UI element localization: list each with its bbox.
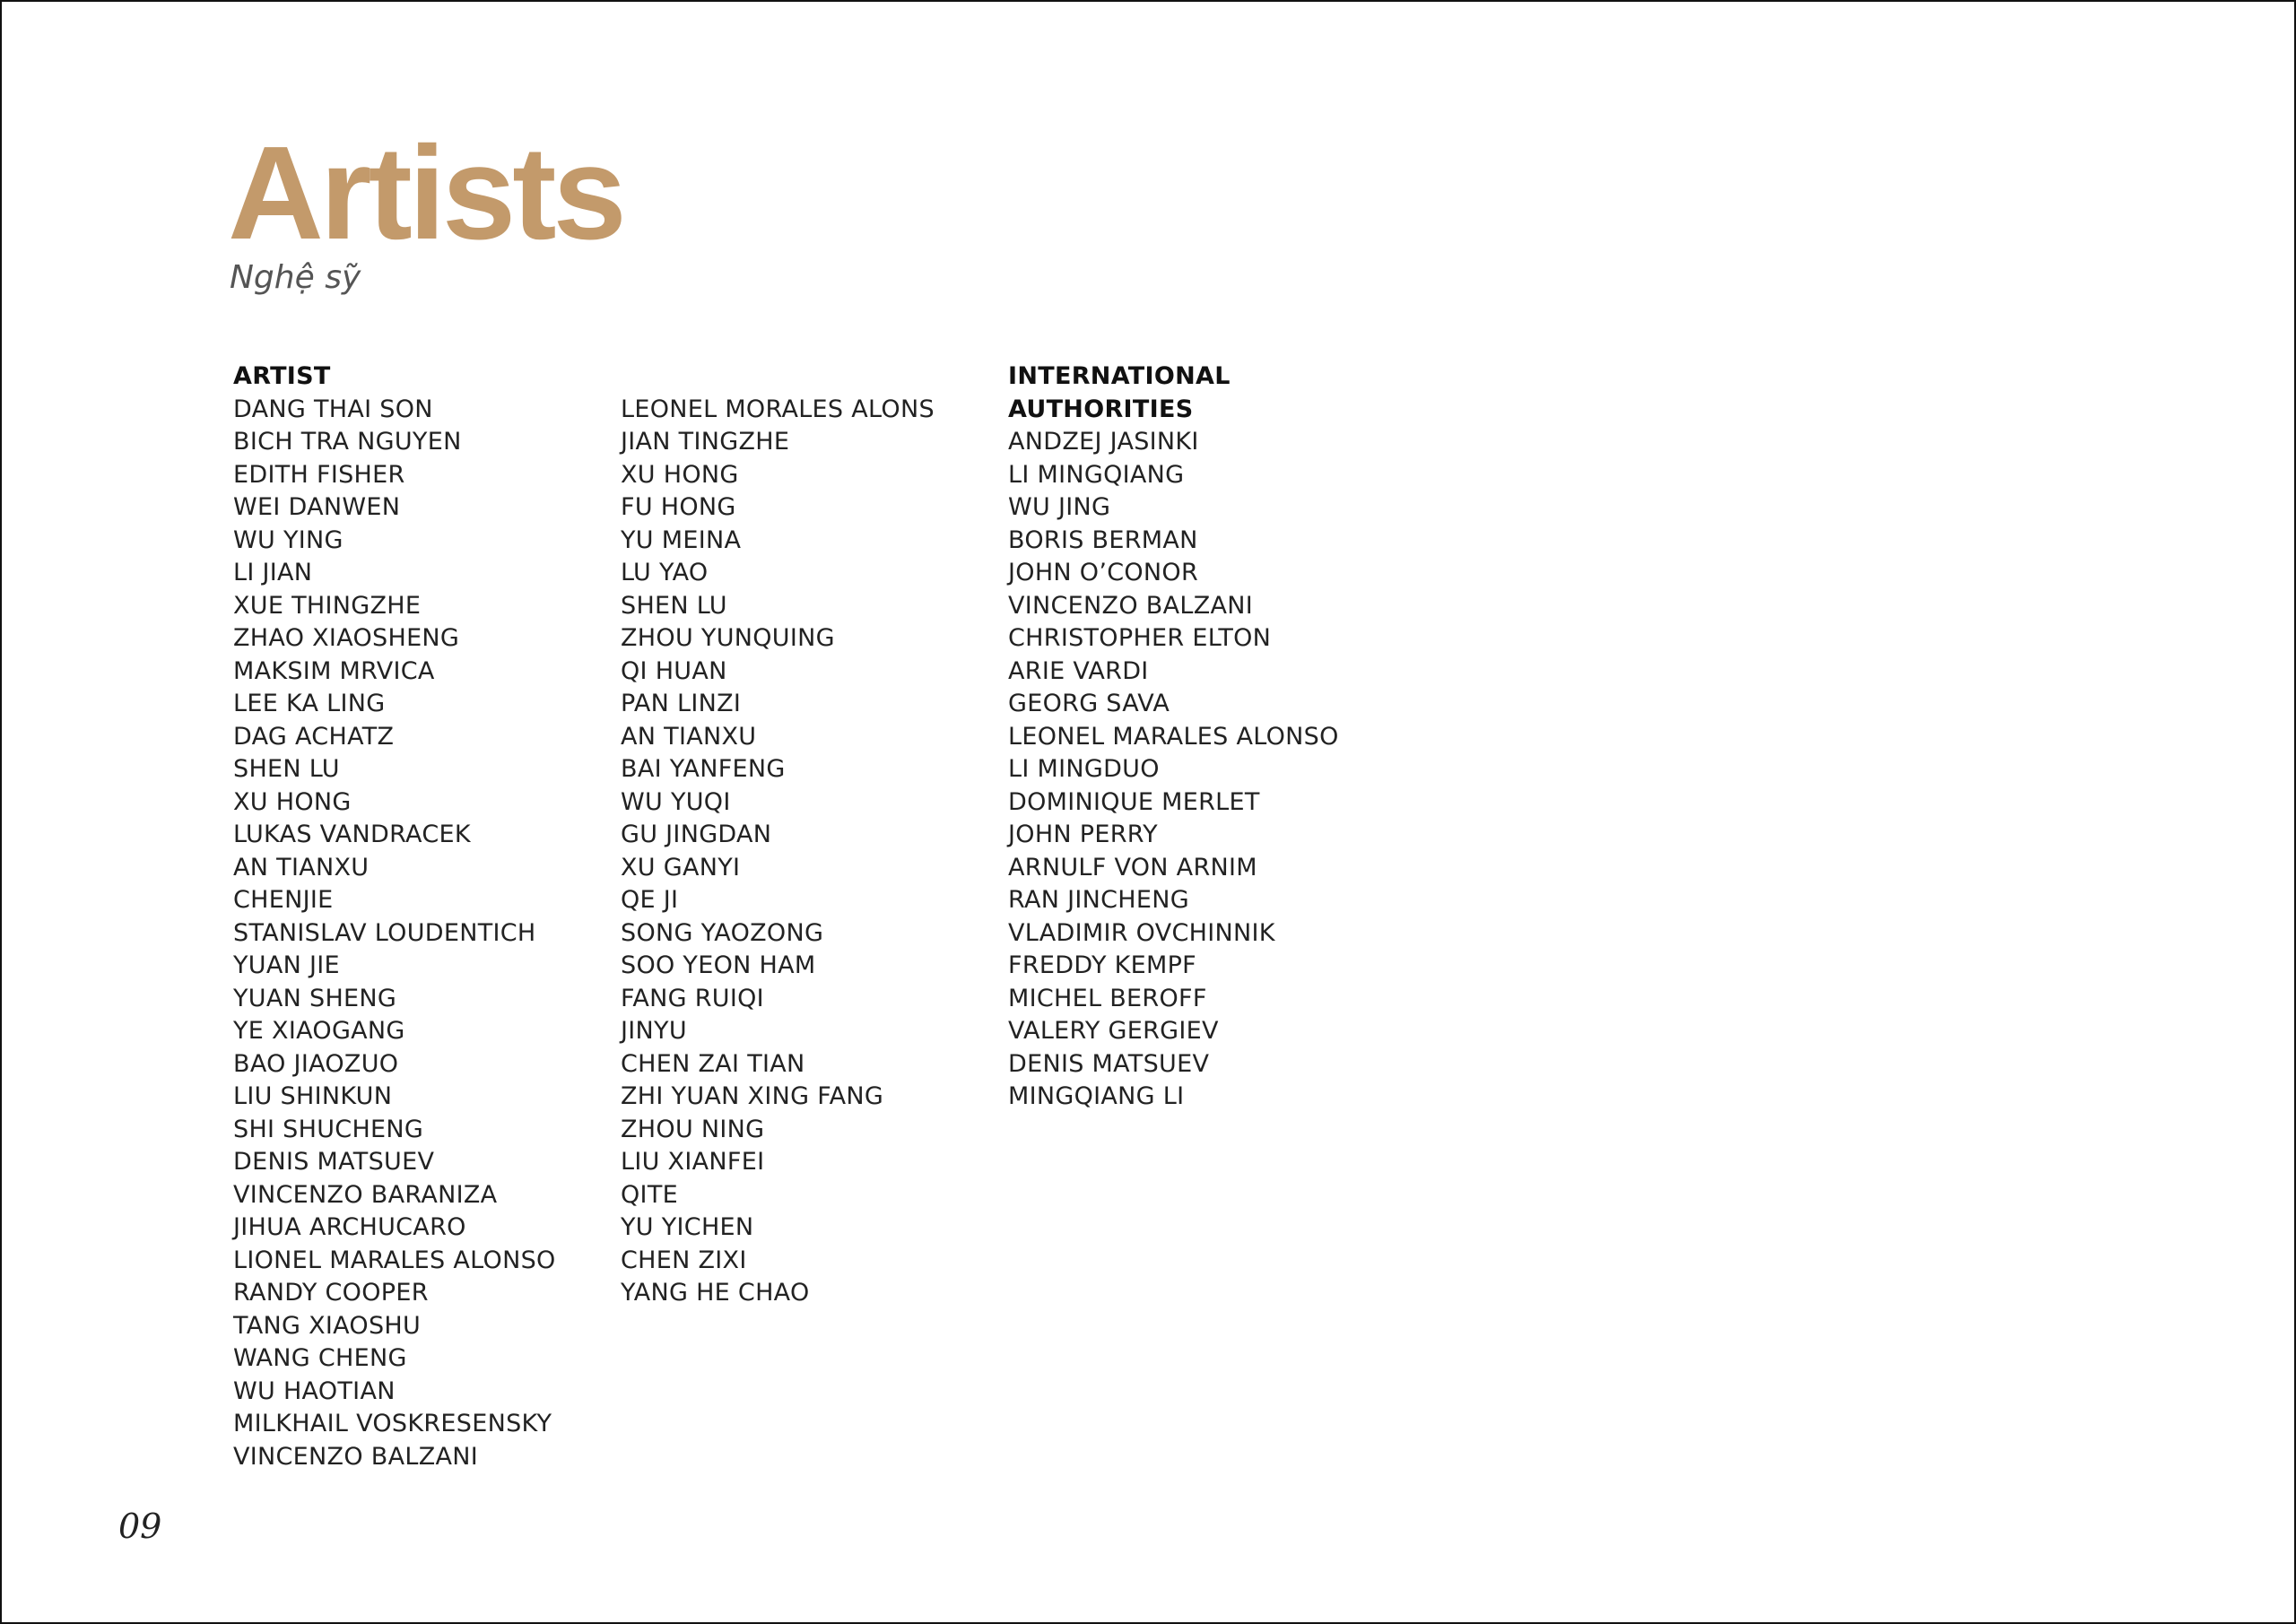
list-item: WU YING xyxy=(233,525,344,554)
international-authorities-column xyxy=(1008,360,1403,1114)
column-heading-international: INTERNATIONAL xyxy=(1008,362,1231,390)
list-item: LIU SHINKUN xyxy=(233,1082,393,1110)
list-item: MAKSIM MRVICA xyxy=(233,656,435,685)
list-item: QITE xyxy=(621,1180,678,1209)
list-item: DAG ACHATZ xyxy=(233,722,395,751)
list-item: LIU XIANFEI xyxy=(621,1148,765,1176)
list-item: FU HONG xyxy=(621,493,736,521)
artist-column xyxy=(233,360,610,1473)
list-item: AN TIANXU xyxy=(233,853,370,881)
list-item: VINCENZO BALZANI xyxy=(1008,591,1254,620)
list-item: JOHN O’CONOR xyxy=(1008,559,1199,586)
list-item: CHENJIE xyxy=(233,886,334,914)
list-item: CHRISTOPHER ELTON xyxy=(1008,624,1272,652)
list-item: CHEN ZAI TIAN xyxy=(621,1049,805,1078)
list-item: WU JING xyxy=(1008,493,1111,521)
list-item: ARIE VARDI xyxy=(1008,656,1149,685)
column-spacer xyxy=(621,360,997,394)
list-item: RAN JINCHENG xyxy=(1008,886,1189,914)
list-item: YANG HE CHAO xyxy=(621,1279,810,1307)
column-heading-authorities: AUTHORITIES xyxy=(1008,395,1194,423)
list-item: TANG XIAOSHU xyxy=(233,1311,422,1340)
list-item: SHI SHUCHENG xyxy=(233,1115,424,1143)
list-item: WANG CHENG xyxy=(233,1344,407,1372)
list-item: QE JI xyxy=(621,886,679,914)
list-item: WEI DANWEN xyxy=(233,493,401,521)
list-item: RANDY COOPER xyxy=(233,1279,429,1307)
list-item: PAN LINZI xyxy=(621,690,742,717)
list-item: MINGQIANG LI xyxy=(1008,1082,1185,1110)
list-item: WU YUQI xyxy=(621,787,731,816)
list-item: LI MINGDUO xyxy=(1008,755,1160,783)
list-item: FANG RUIQI xyxy=(621,984,764,1012)
list-item: SOO YEON HAM xyxy=(621,951,816,979)
list-item: VALERY GERGIEV xyxy=(1008,1017,1219,1045)
list-item: XU HONG xyxy=(621,460,739,489)
list-item: MICHEL BEROFF xyxy=(1008,984,1207,1012)
list-item: XU GANYI xyxy=(621,853,741,881)
list-item: ANDZEJ JASINKI xyxy=(1008,428,1199,456)
list-item: JIHUA ARCHUCARO xyxy=(233,1213,466,1241)
list-item: LEE KA LING xyxy=(233,690,386,717)
list-item: JINYU xyxy=(621,1017,687,1045)
list-item: YUAN SHENG xyxy=(233,984,397,1012)
column-heading-artist: ARTIST xyxy=(233,362,331,390)
list-item: LU YAO xyxy=(621,559,709,586)
list-item: YUAN JIE xyxy=(233,951,340,979)
list-item: YE XIAOGANG xyxy=(233,1017,405,1045)
list-item: YU MEINA xyxy=(621,525,742,554)
list-item: XUE THINGZHE xyxy=(233,591,422,620)
list-item: AN TIANXU xyxy=(621,722,757,751)
list-item: VLADIMIR OVCHINNIK xyxy=(1008,918,1275,947)
list-item: CHEN ZIXI xyxy=(621,1246,747,1274)
list-item: ZHOU NING xyxy=(621,1115,765,1143)
list-item: DANG THAI SON xyxy=(233,395,433,423)
list-item: QI HUAN xyxy=(621,656,727,685)
list-item: FREDDY KEMPF xyxy=(1008,951,1197,979)
list-item: GEORG SAVA xyxy=(1008,690,1170,717)
list-item: LI JIAN xyxy=(233,559,313,586)
list-item: JIAN TINGZHE xyxy=(621,428,790,456)
page-title: Artists xyxy=(228,119,623,267)
list-item: BAO JIAOZUO xyxy=(233,1049,399,1078)
list-item: LI MINGQIANG xyxy=(1008,460,1185,489)
page-subtitle: Nghệ sỹ xyxy=(230,259,361,296)
list-item: LEONEL MORALES ALONS xyxy=(621,395,935,423)
list-item: WU HAOTIAN xyxy=(233,1376,396,1405)
artist-continued-column xyxy=(621,360,997,1310)
list-item: LIONEL MARALES ALONSO xyxy=(233,1246,556,1274)
list-item: VINCENZO BARANIZA xyxy=(233,1180,498,1209)
list-item: SHEN LU xyxy=(233,755,340,783)
list-item: DOMINIQUE MERLET xyxy=(1008,787,1260,816)
list-item: BICH TRA NGUYEN xyxy=(233,428,462,456)
page-number: 09 xyxy=(118,1507,162,1546)
list-item: LEONEL MARALES ALONSO xyxy=(1008,722,1339,751)
list-item: JOHN PERRY xyxy=(1008,821,1158,848)
list-item: LUKAS VANDRACEK xyxy=(233,821,471,848)
list-item: ZHOU YUNQUING xyxy=(621,624,835,652)
list-item: DENIS MATSUEV xyxy=(1008,1049,1210,1078)
list-item: VINCENZO BALZANI xyxy=(233,1442,479,1471)
list-item: EDITH FISHER xyxy=(233,460,405,489)
list-item: MILKHAIL VOSKRESENSKY xyxy=(233,1410,552,1437)
list-item: BAI YANFENG xyxy=(621,755,786,783)
list-item: DENIS MATSUEV xyxy=(233,1148,435,1176)
list-item: SHEN LU xyxy=(621,591,727,620)
list-item: STANISLAV LOUDENTICH xyxy=(233,918,536,947)
list-item: GU JINGDAN xyxy=(621,821,772,848)
list-item: YU YICHEN xyxy=(621,1213,754,1241)
list-item: ZHAO XIAOSHENG xyxy=(233,624,460,652)
list-item: SONG YAOZONG xyxy=(621,918,824,947)
list-item: ZHI YUAN XING FANG xyxy=(621,1082,884,1110)
list-item: ARNULF VON ARNIM xyxy=(1008,853,1257,881)
list-item: BORIS BERMAN xyxy=(1008,525,1198,554)
list-item: XU HONG xyxy=(233,787,352,816)
